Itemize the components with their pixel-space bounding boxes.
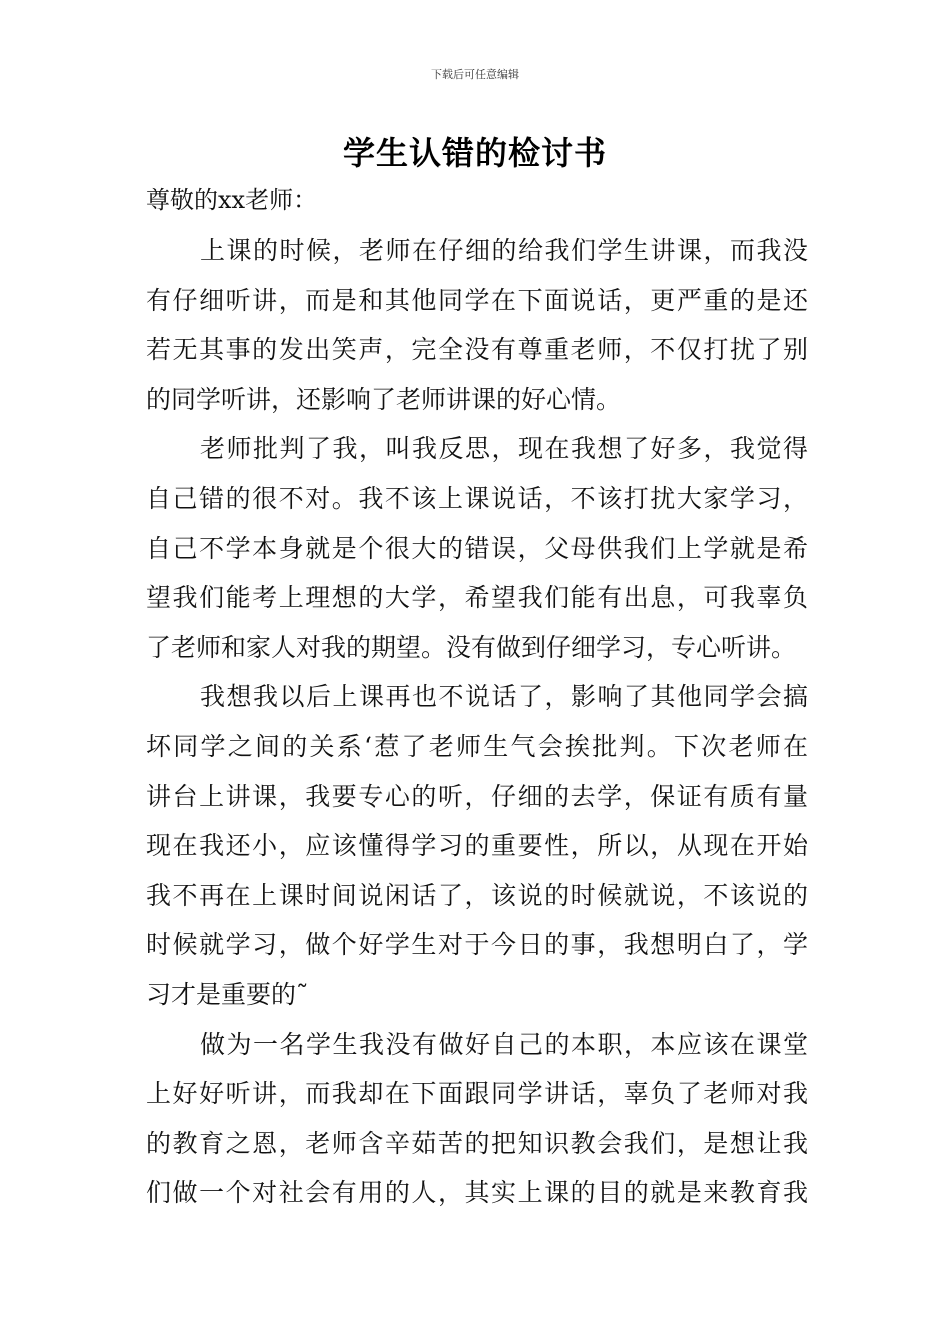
text-line: 上课的时候，老师在仔细的给我们学生讲课，而我没 bbox=[200, 236, 808, 265]
text-line: 望我们能考上理想的大学，希望我们能有出息，可我辜负 bbox=[146, 583, 808, 613]
text-line: 老师批判了我，叫我反思，现在我想了好多，我觉得 bbox=[200, 434, 808, 464]
text-line: 们做一个对社会有用的人，其实上课的目的就是来教育我 bbox=[146, 1178, 808, 1208]
text-line: 现在我还小，应该懂得学习的重要性，所以，从现在开始 bbox=[146, 831, 808, 861]
paragraph-4 bbox=[146, 1020, 808, 1218]
text-line: 习才是重要的˜ bbox=[146, 979, 309, 1009]
letter-body bbox=[146, 226, 808, 1218]
text-line: 做为一名学生我没有做好自己的本职，本应该在课堂 bbox=[200, 1029, 808, 1059]
text-line: 上好好听讲，而我却在下面跟同学讲话，辜负了老师对我 bbox=[146, 1079, 808, 1109]
salutation: 尊敬的xx老师： bbox=[146, 186, 318, 214]
text-line: 若无其事的发出笑声，完全没有尊重老师，不仅打扰了别 bbox=[146, 335, 808, 365]
text-line: 讲台上讲课，我要专心的听，仔细的去学，保证有质有量 bbox=[146, 781, 808, 811]
text-line: 了老师和家人对我的期望。没有做到仔细学习，专心听讲。 bbox=[146, 632, 797, 662]
paragraph-2 bbox=[146, 424, 808, 672]
document-title: 学生认错的检讨书 bbox=[342, 134, 607, 172]
text-line: 自己不学本身就是个很大的错误，父母供我们上学就是希 bbox=[146, 533, 808, 563]
text-line: 我想我以后上课再也不说话了，影响了其他同学会搞 bbox=[200, 682, 808, 712]
text-line: 有仔细听讲，而是和其他同学在下面说话，更严重的是还 bbox=[146, 285, 808, 315]
paragraph-3 bbox=[146, 672, 808, 1019]
text-line: 我不再在上课时间说闲话了，该说的时候就说，不该说的 bbox=[146, 880, 808, 910]
page-header-note: 下载后可任意编辑 bbox=[431, 68, 519, 81]
paragraph-1 bbox=[146, 226, 808, 424]
text-line: 坏同学之间的关系‘惹了老师生气会挨批判。下次老师在 bbox=[146, 731, 808, 761]
text-line: 时候就学习，做个好学生对于今日的事，我想明白了，学 bbox=[146, 930, 808, 960]
text-line: 的同学听讲，还影响了老师讲课的好心情。 bbox=[146, 384, 622, 414]
text-line: 自己错的很不对。我不该上课说话，不该打扰大家学习， bbox=[146, 483, 808, 513]
text-line: 的教育之恩，老师含辛茹苦的把知识教会我们，是想让我 bbox=[146, 1128, 808, 1158]
